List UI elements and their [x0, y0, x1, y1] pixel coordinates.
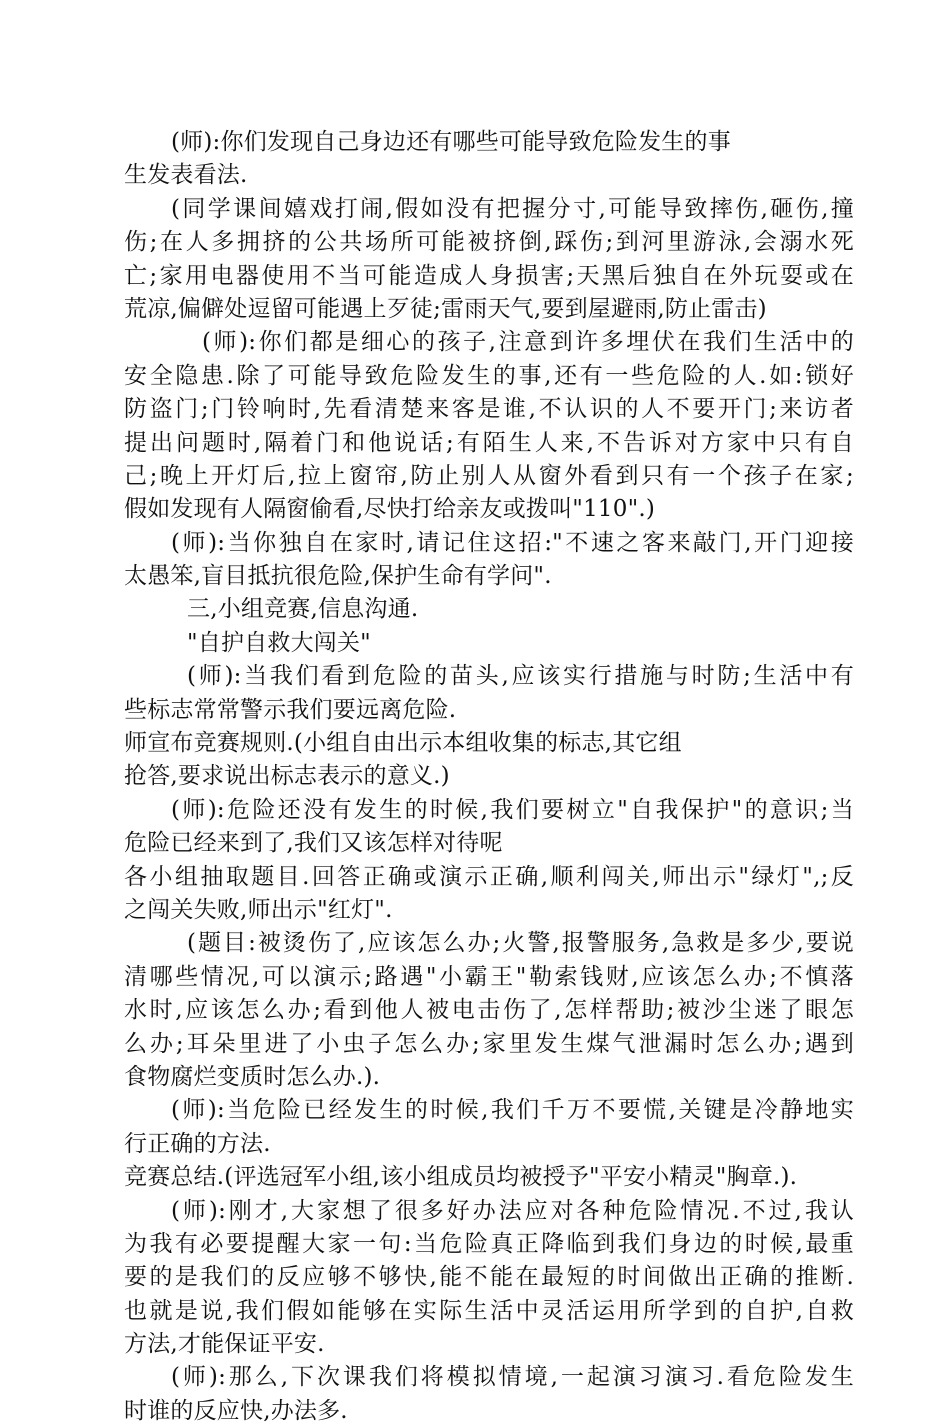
- text-line: (师):当你独自在家时,请记住这招:"不速之客来敲门,开门迎接: [171, 529, 854, 556]
- text-line: 为我有必要提醒大家一句:当危险真正降临到我们身边的时候,最重: [124, 1230, 854, 1257]
- text-line: 些标志常常警示我们要远离危险.: [124, 696, 457, 723]
- section-subheading: "自护自救大闯关": [187, 629, 371, 656]
- text-line: 危险已经来到了,我们又该怎样对待呢: [124, 830, 503, 857]
- text-line: 方法,才能保证平安.: [124, 1331, 325, 1358]
- text-line: 师宣布竞赛规则.(小组自由出示本组收集的标志,其它组: [124, 730, 682, 757]
- text-line: (师):刚才,大家想了很多好办法应对各种危险情况.不过,我认: [171, 1197, 854, 1224]
- text-line: 各小组抽取题目.回答正确或演示正确,顺利闯关,师出示"绿灯",;反: [124, 863, 854, 890]
- text-line: 抢答,要求说出标志表示的意义.): [124, 763, 450, 790]
- text-line: (师):当我们看到危险的苗头,应该实行措施与时防;生活中有: [187, 663, 854, 690]
- text-line: 之闯关失败,师出示"红灯".: [124, 896, 393, 923]
- text-line: 清哪些情况,可以演示;路遇"小霸王"勒索钱财,应该怎么办;不慎落: [124, 963, 854, 990]
- text-line: (师):危险还没有发生的时候,我们要树立"自我保护"的意识;当: [171, 796, 854, 823]
- text-line: (同学课间嬉戏打闹,假如没有把握分寸,可能导致摔伤,砸伤,撞: [171, 195, 854, 222]
- text-line: (师):当危险已经发生的时候,我们千万不要慌,关键是冷静地实: [171, 1097, 854, 1124]
- text-line: 伤;在人多拥挤的公共场所可能被挤倒,踩伤;到河里游泳,会溺水死: [124, 229, 854, 256]
- text-line: 时谁的反应快,办法多.: [124, 1397, 348, 1424]
- text-line: (题目:被烫伤了,应该怎么办;火警,报警服务,急救是多少,要说: [187, 930, 854, 957]
- text-line: 安全隐患.除了可能导致危险发生的事,还有一些危险的人.如:锁好: [124, 362, 854, 389]
- text-line: 亡;家用电器使用不当可能造成人身损害;天黑后独自在外玩耍或在: [124, 262, 854, 289]
- text-line: 己;晚上开灯后,拉上窗帘,防止别人从窗外看到只有一个孩子在家;: [124, 462, 854, 489]
- text-line: (师):你们发现自己身边还有哪些可能导致危险发生的事: [171, 129, 731, 155]
- text-line: 竞赛总结.(评选冠军小组,该小组成员均被授予"平安小精灵"胸章.).: [124, 1164, 798, 1191]
- document-body: [124, 126, 854, 1428]
- text-line: (师):你们都是细心的孩子,注意到许多埋伏在我们生活中的: [202, 329, 854, 356]
- text-line: 假如发现有人隔窗偷看,尽快打给亲友或拨叫"110".): [124, 496, 656, 523]
- text-line: 水时,应该怎么办;看到他人被电击伤了,怎样帮助;被沙尘迷了眼怎: [124, 997, 854, 1024]
- text-line: 防盗门;门铃响时,先看清楚来客是谁,不认识的人不要开门;来访者: [124, 396, 854, 423]
- text-line: 行正确的方法.: [124, 1130, 271, 1157]
- section-heading: 三,小组竞赛,信息沟通.: [187, 596, 419, 623]
- text-line: 提出问题时,隔着门和他说话;有陌生人来,不告诉对方家中只有自: [124, 429, 854, 456]
- text-line: 么办;耳朵里进了小虫子怎么办;家里发生煤气泄漏时怎么办;遇到: [124, 1030, 854, 1057]
- text-line: 要的是我们的反应够不够快,能不能在最短的时间做出正确的推断.: [124, 1264, 854, 1291]
- text-line: 太愚笨,盲目抵抗很危险,保护生命有学问".: [124, 563, 552, 590]
- text-line: 荒凉,偏僻处逗留可能遇上歹徒;雷雨天气,要到屋避雨,防止雷击): [124, 295, 767, 322]
- text-line: 也就是说,我们假如能够在实际生活中灵活运用所学到的自护,自救: [124, 1297, 854, 1324]
- text-line: 食物腐烂变质时怎么办.).: [124, 1063, 381, 1090]
- text-line: 生发表看法.: [124, 162, 248, 189]
- text-line: (师):那么,下次课我们将模拟情境,一起演习演习.看危险发生: [171, 1364, 854, 1391]
